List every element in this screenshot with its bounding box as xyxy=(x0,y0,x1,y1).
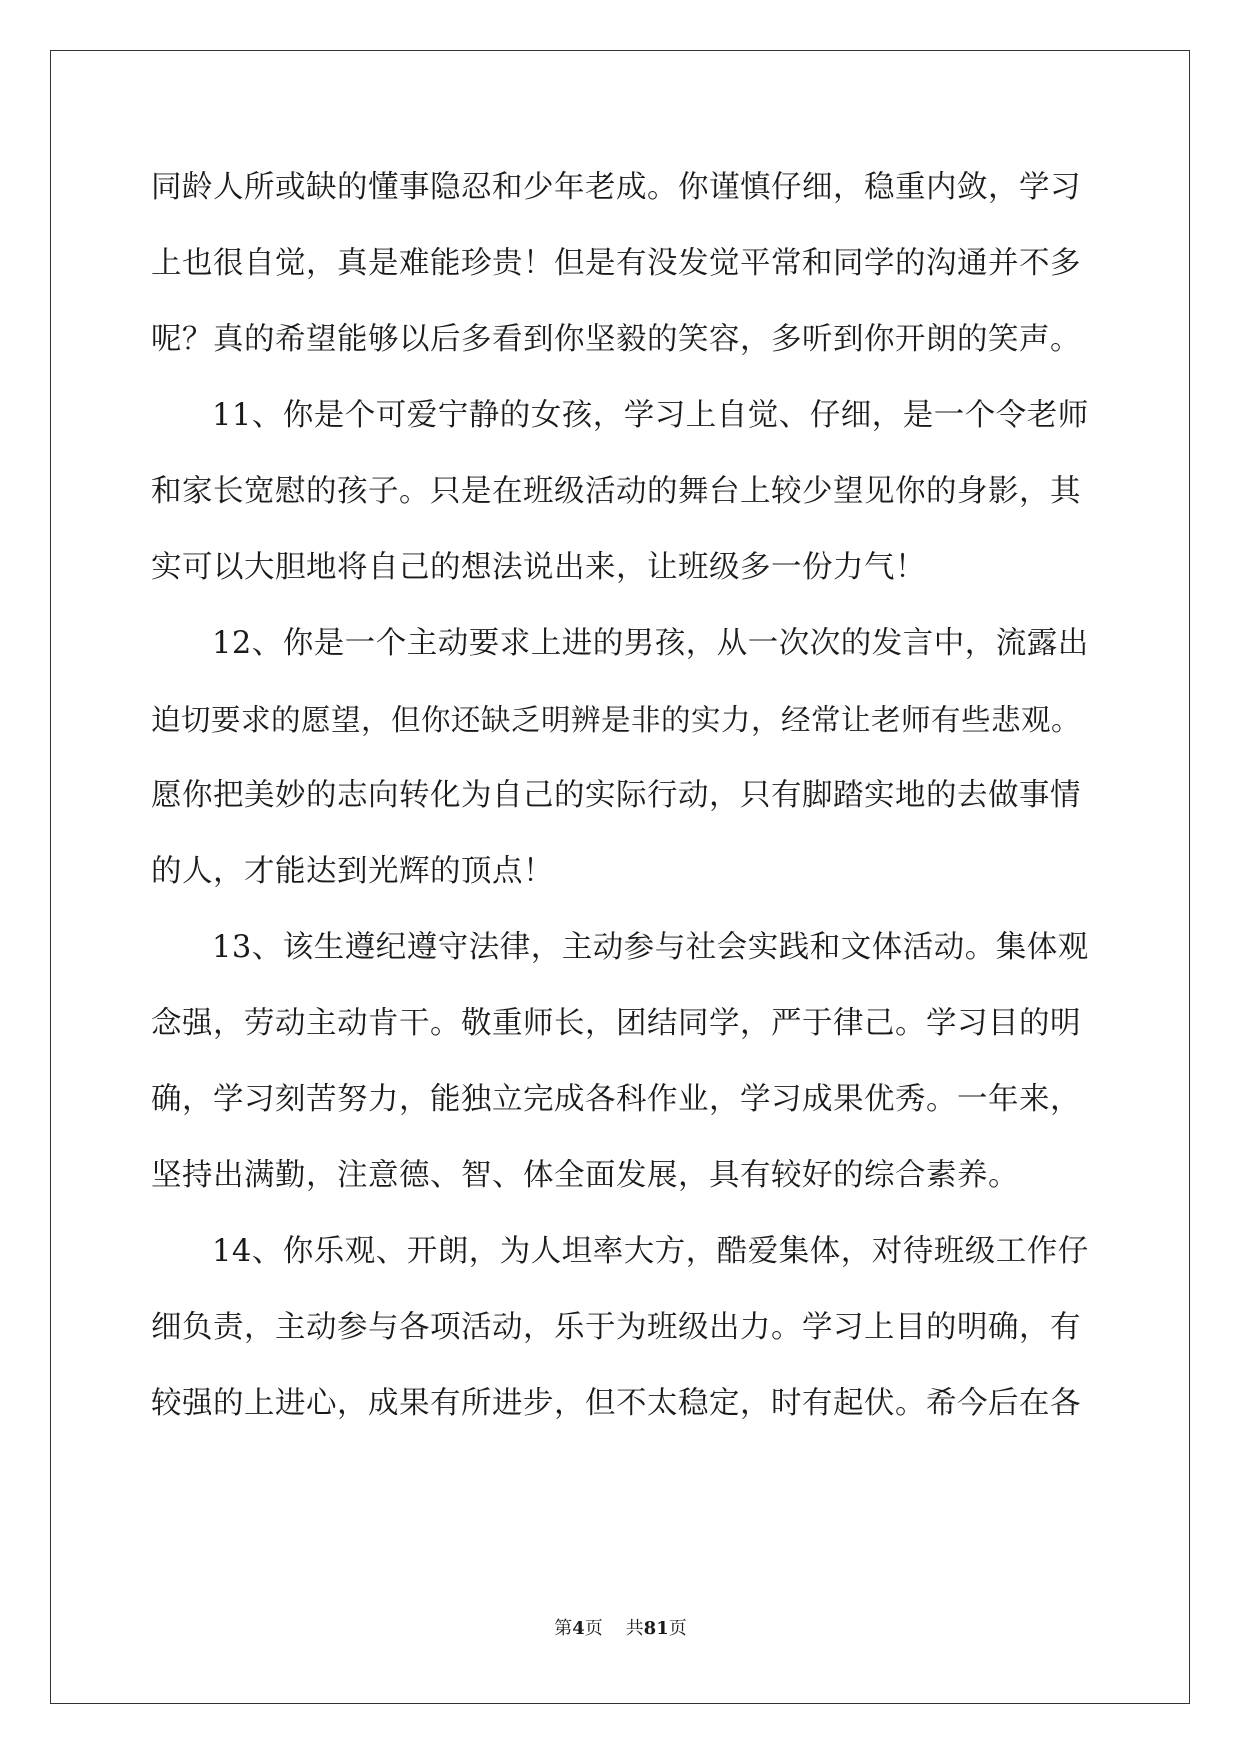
text-line: 同龄人所或缺的懂事隐忍和少年老成。你谨慎仔细，稳重内敛，学习 xyxy=(151,170,1081,205)
text-line: 迫切要求的愿望，但你还缺乏明辨是非的实力，经常让老师有些悲观。 xyxy=(151,703,1082,737)
text-line: 实可以大胆地将自己的想法说出来，让班级多一份力气！ xyxy=(151,550,926,585)
total-suffix: 页 xyxy=(668,1618,687,1639)
text-line: 13、该生遵纪遵守法律，主动参与社会实践和文体活动。集体观 xyxy=(212,930,1089,965)
page-footer xyxy=(0,1617,1241,1641)
text-line: 较强的上进心，成果有所进步，但不太稳定，时有起伏。希今后在各 xyxy=(151,1386,1081,1421)
text-line: 确，学习刻苦努力，能独立完成各科作业，学习成果优秀。一年来， xyxy=(151,1082,1081,1117)
text-line: 细负责，主动参与各项活动，乐于为班级出力。学习上目的明确，有 xyxy=(151,1310,1081,1345)
page-suffix: 页 xyxy=(584,1618,603,1639)
total-prefix: 共 xyxy=(625,1618,644,1639)
text-line: 11、你是个可爱宁静的女孩，学习上自觉、仔细，是一个令老师 xyxy=(212,398,1089,433)
text-line: 坚持出满勤，注意德、智、体全面发展，具有较好的综合素养。 xyxy=(151,1158,1019,1193)
page-number: 4 xyxy=(572,1618,585,1639)
text-line: 愿你把美妙的志向转化为自己的实际行动，只有脚踏实地的去做事情 xyxy=(151,778,1081,813)
text-line: 念强，劳动主动肯干。敬重师长，团结同学，严于律己。学习目的明 xyxy=(151,1006,1081,1041)
document-body xyxy=(151,150,1091,1442)
text-line: 12、你是一个主动要求上进的男孩，从一次次的发言中，流露出 xyxy=(212,626,1089,661)
text-line: 和家长宽慰的孩子。只是在班级活动的舞台上较少望见你的身影，其 xyxy=(151,474,1081,509)
text-line: 上也很自觉，真是难能珍贵！但是有没发觉平常和同学的沟通并不多 xyxy=(151,246,1081,281)
text-line: 14、你乐观、开朗，为人坦率大方，酷爱集体，对待班级工作仔 xyxy=(212,1234,1089,1269)
text-line: 呢？真的希望能够以后多看到你坚毅的笑容，多听到你开朗的笑声。 xyxy=(151,322,1081,357)
total-pages: 81 xyxy=(643,1618,669,1639)
page-prefix: 第 xyxy=(554,1618,573,1639)
text-line: 的人，才能达到光辉的顶点！ xyxy=(151,854,554,889)
